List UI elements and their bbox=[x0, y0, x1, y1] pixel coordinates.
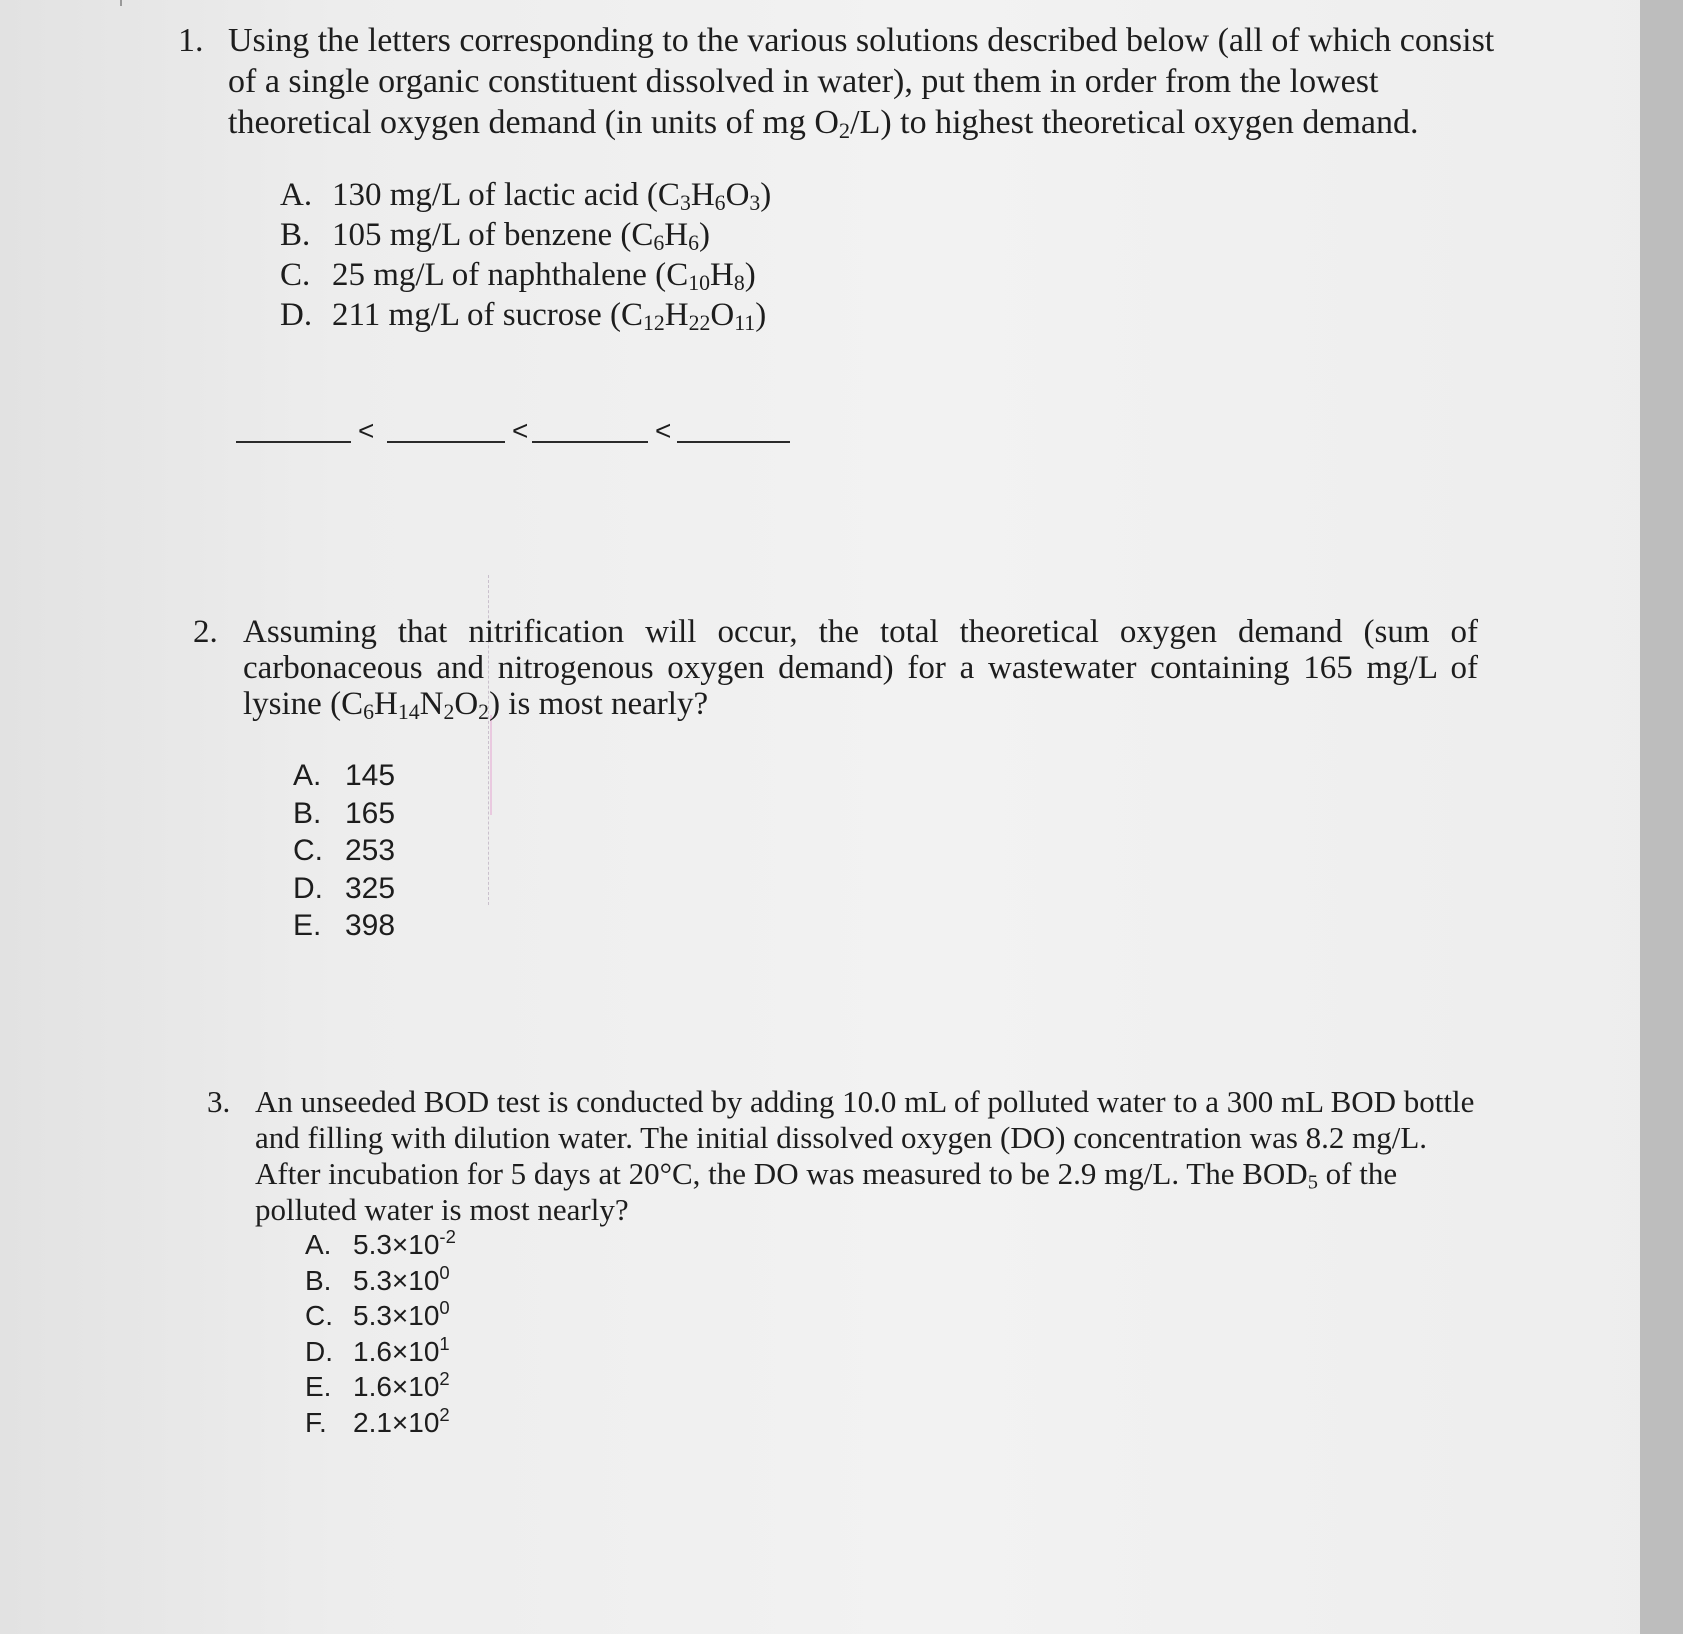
list-item[interactable]: C. $5.3\times 10^0$ bbox=[305, 1296, 450, 1331]
list-item[interactable]: D. 325 bbox=[293, 871, 396, 905]
question-3-text: An unseeded BOD test is conducted by adding 10.0 mL of polluted water to a 300 mL BOD bottle and filling with dilution water. The initial dissolved oxygen (DO) concentration was 8.2 mg/L. After incubation for 5 days at 20°C, the DO was measured to be 2.9 mg/L. The $BOD_5$ of the polluted water is most nearly? bbox=[255, 1084, 1475, 1227]
list-item[interactable]: B. 165 bbox=[293, 796, 396, 830]
monitor-bezel-edge bbox=[1640, 0, 1683, 1634]
list-item[interactable]: D. $1.6\times 10^1$ bbox=[305, 1332, 450, 1367]
question-2-number: 2. bbox=[193, 614, 218, 650]
pen-mark bbox=[490, 715, 492, 815]
question-2-text: Assuming that nitrification will occur, the total theoretical oxygen demand (sum of carbonaceous and nitrogenous oxygen demand) for a wastewater containing 165 mg/L of lysine $(C_6H_{14}N_2O_2)$ is most nearly? bbox=[243, 614, 1478, 724]
list-item[interactable]: C. 253 bbox=[293, 834, 396, 867]
less-than-symbol: < bbox=[358, 415, 375, 446]
answer-blank-1[interactable] bbox=[236, 441, 351, 443]
list-item[interactable]: B. $5.3\times 10^0$ bbox=[305, 1261, 450, 1296]
list-item[interactable]: A. $5.3\times 10^{-2}$ bbox=[305, 1225, 456, 1260]
list-item: A. 130 mg/L of lactic acid $(C_3H_6O_3)$ bbox=[280, 177, 772, 215]
less-than-symbol: < bbox=[655, 415, 672, 446]
question-3-options bbox=[305, 1227, 456, 1440]
list-item: B. 105 mg/L of benzene $(C_6H_6)$ bbox=[280, 217, 710, 255]
question-1-text: Using the letters corresponding to the various solutions described below (all of which consist of a single organic constituent dissolved in water), put them in order from the lowest theoretical oxygen demand (in units of mg $O_2/L$) to highest theoretical oxygen demand. bbox=[228, 22, 1495, 143]
list-item[interactable]: E. $1.6\times 10^2$ bbox=[305, 1367, 450, 1402]
question-1-options bbox=[280, 175, 771, 335]
list-item[interactable]: F. $2.1\times 10^2$ bbox=[305, 1403, 450, 1438]
list-item: C. 25 mg/L of naphthalene $(C_{10}H_8)$ bbox=[280, 257, 756, 295]
answer-blank-2[interactable] bbox=[387, 441, 505, 443]
answer-blank-3[interactable] bbox=[532, 441, 648, 443]
question-1-number: 1. bbox=[178, 22, 204, 59]
answer-blank-4[interactable] bbox=[677, 441, 790, 443]
question-3-number: 3. bbox=[207, 1084, 231, 1119]
list-item: D. 211 mg/L of sucrose $(C_{12}H_{22}O_{11})$ bbox=[280, 297, 767, 335]
question-2-options bbox=[293, 757, 395, 945]
less-than-symbol: < bbox=[512, 415, 529, 446]
list-item[interactable]: A. 145 bbox=[293, 759, 396, 792]
list-item[interactable]: E. 398 bbox=[293, 909, 396, 942]
